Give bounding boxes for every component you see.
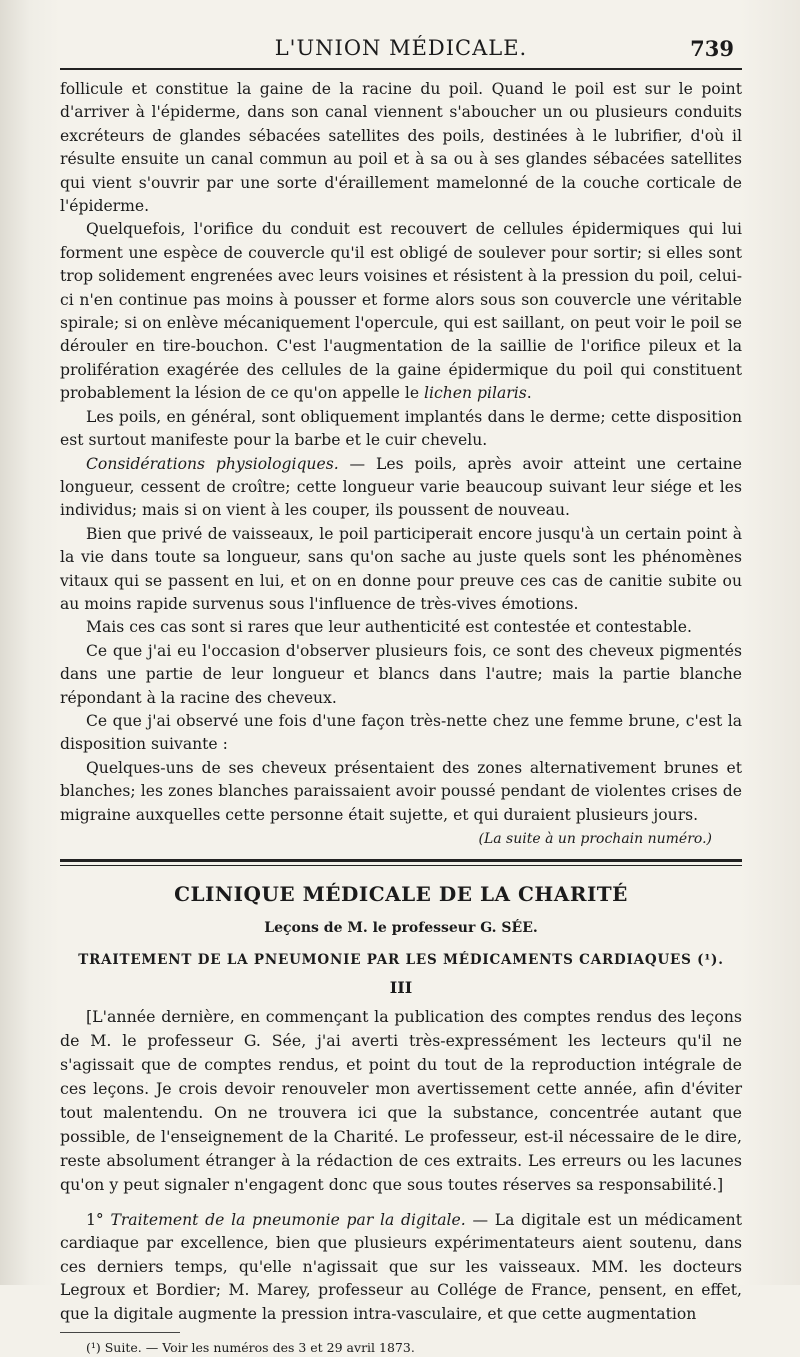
running-header <box>60 0 742 68</box>
paragraph <box>60 1209 742 1326</box>
paragraph: Quelques-uns de ses cheveux présentaient des zones alternativement brunes et blanches; les zones blanches paraissaient avoir poussé pendant de violentes crises de migraine auxquelles cette personne était sujette, et qui duraient plusieurs jours. <box>60 758 742 824</box>
paragraph: [L'année dernière, en commençant la publication des comptes rendus des leçons de M. le professeur G. Sée, j'ai averti très-expressément les lecteurs qu'il ne s'agissait que de comptes rendus, et point du tout de la reproduction intégrale de ces leçons. Je crois devoir renouveler mon avertissement cette année, afin d'éviter tout malentendu. On ne trouvera ici que la substance, concentrée autant que possible, de l'enseignement de la Charité. Le professeur, est-il nécessaire de le dire, reste absolument étranger à la rédaction de ces extraits. Les erreurs ou les lacunes qu'on y peut signaler n'engagent donc que sous toutes réserves sa responsabilité.] <box>60 1007 742 1194</box>
paragraph <box>60 453 742 523</box>
paragraph-number: 1° <box>86 1211 104 1229</box>
text: . <box>526 384 532 403</box>
paragraph: follicule et constitue la gaine de la racine du poil. Quand le poil est sur le point d'arriver à l'épiderme, dans son canal viennent s'aboucher un ou plusieurs conduits excréteurs de glandes sébacées satellites des poils, destinées à le lubrifier, d'où il résulte ensuite un canal commun au poil et à sa ou à ses glandes sébacées satellites qui vient s'ouvrir par une sorte d'éraillement mamelonné de la couche corticale de l'épiderme. <box>60 80 742 216</box>
paragraph-lead: Considérations physiologiques. <box>86 454 339 473</box>
text: — Les poils, après avoir atteint une certaine longueur, cessent de croître; cette longueur varie beaucoup suivant leur siége et les individus; mais si on vient à les couper, ils poussent de nouveau. <box>60 454 742 520</box>
editor-preface <box>60 1005 742 1197</box>
text: Quelquefois, l'orifice du conduit est recouvert de cellules épidermiques qui lui forment une espèce de couvercle qu'il est obligé de soulever pour sortir; si elles sont trop solidement engrenées avec leurs voisines et résistent à la pression du poil, celui-ci n'en continue pas moins à pousser et forme alors sous son couvercle une véritable spirale; si on enlève mécaniquement l'opercule, qui est saillant, on peut voir le poil se dérouler en tire-bouchon. C'est l'augmentation de la saillie de l'orifice pileux et la prolifération exagérée des cellules de la gaine épidermique du poil qui constituent probablement la lésion de ce qu'on appelle le <box>60 220 742 403</box>
section-title: CLINIQUE MÉDICALE DE LA CHARITÉ <box>174 882 628 906</box>
page-number: 739 <box>690 36 734 61</box>
paragraph: Ce que j'ai eu l'occasion d'observer plusieurs fois, ce sont des cheveux pigmentés dans une partie de leur longueur et blancs dans l'autre; mais la partie blanche répondant à la racine des cheveux. <box>60 641 742 707</box>
paragraph: Mais ces cas sont si rares que leur authenticité est contestée et contestable. <box>86 618 692 637</box>
paragraph: Les poils, en général, sont obliquement implantés dans le derme; cette disposition est surtout manifeste pour la barbe et le cuir chevelu. <box>60 407 742 450</box>
paragraph <box>60 218 742 405</box>
journal-title: L'UNION MÉDICALE. <box>274 36 528 60</box>
article-continuation <box>60 78 742 849</box>
text: — La digitale est un médicament cardiaque par excellence, bien que plusieurs expérimentateurs aient soutenu, dans ces derniers temps, qu'elle n'agissait que sur les vaisseaux. MM. les docteurs Legroux et Bordier; M. Marey, professeur au Collége de France, pensent, en effet, que la digitale augmente la pression intra-vasculaire, et que cette augmentation <box>60 1211 742 1323</box>
section-divider <box>60 859 742 866</box>
footnote-rule <box>60 1332 180 1333</box>
continued-note: (La suite à un prochain numéro.) <box>478 831 712 847</box>
header-rule <box>60 68 742 70</box>
new-article <box>60 882 742 1326</box>
footnote: (¹) Suite. — Voir les numéros des 3 et 29 avril 1873. <box>86 1340 415 1356</box>
term-italic: lichen pilaris <box>424 384 527 403</box>
paragraph: Ce que j'ai observé une fois d'une façon très-nette chez une femme brune, c'est la disposition suivante : <box>60 711 742 754</box>
paragraph: Bien que privé de vaisseaux, le poil participerait encore jusqu'à un certain point à la vie dans toute sa longueur, sans qu'on sache au juste quels sont les phénomènes vitaux qui se passent en lui, et on en donne pour preuve ces cas de canitie subite ou au moins rapide survenus sous l'influence de très-vives émotions. <box>60 524 742 613</box>
spacer <box>60 1197 742 1209</box>
paragraph-lead: Traitement de la pneumonie par la digitale. <box>110 1211 466 1229</box>
part-numeral: III <box>389 978 413 997</box>
lecture-byline: Leçons de M. le professeur G. SÉE. <box>264 920 538 936</box>
subsection-title: TRAITEMENT DE LA PNEUMONIE PAR LES MÉDICAMENTS CARDIAQUES (¹). <box>78 952 724 968</box>
